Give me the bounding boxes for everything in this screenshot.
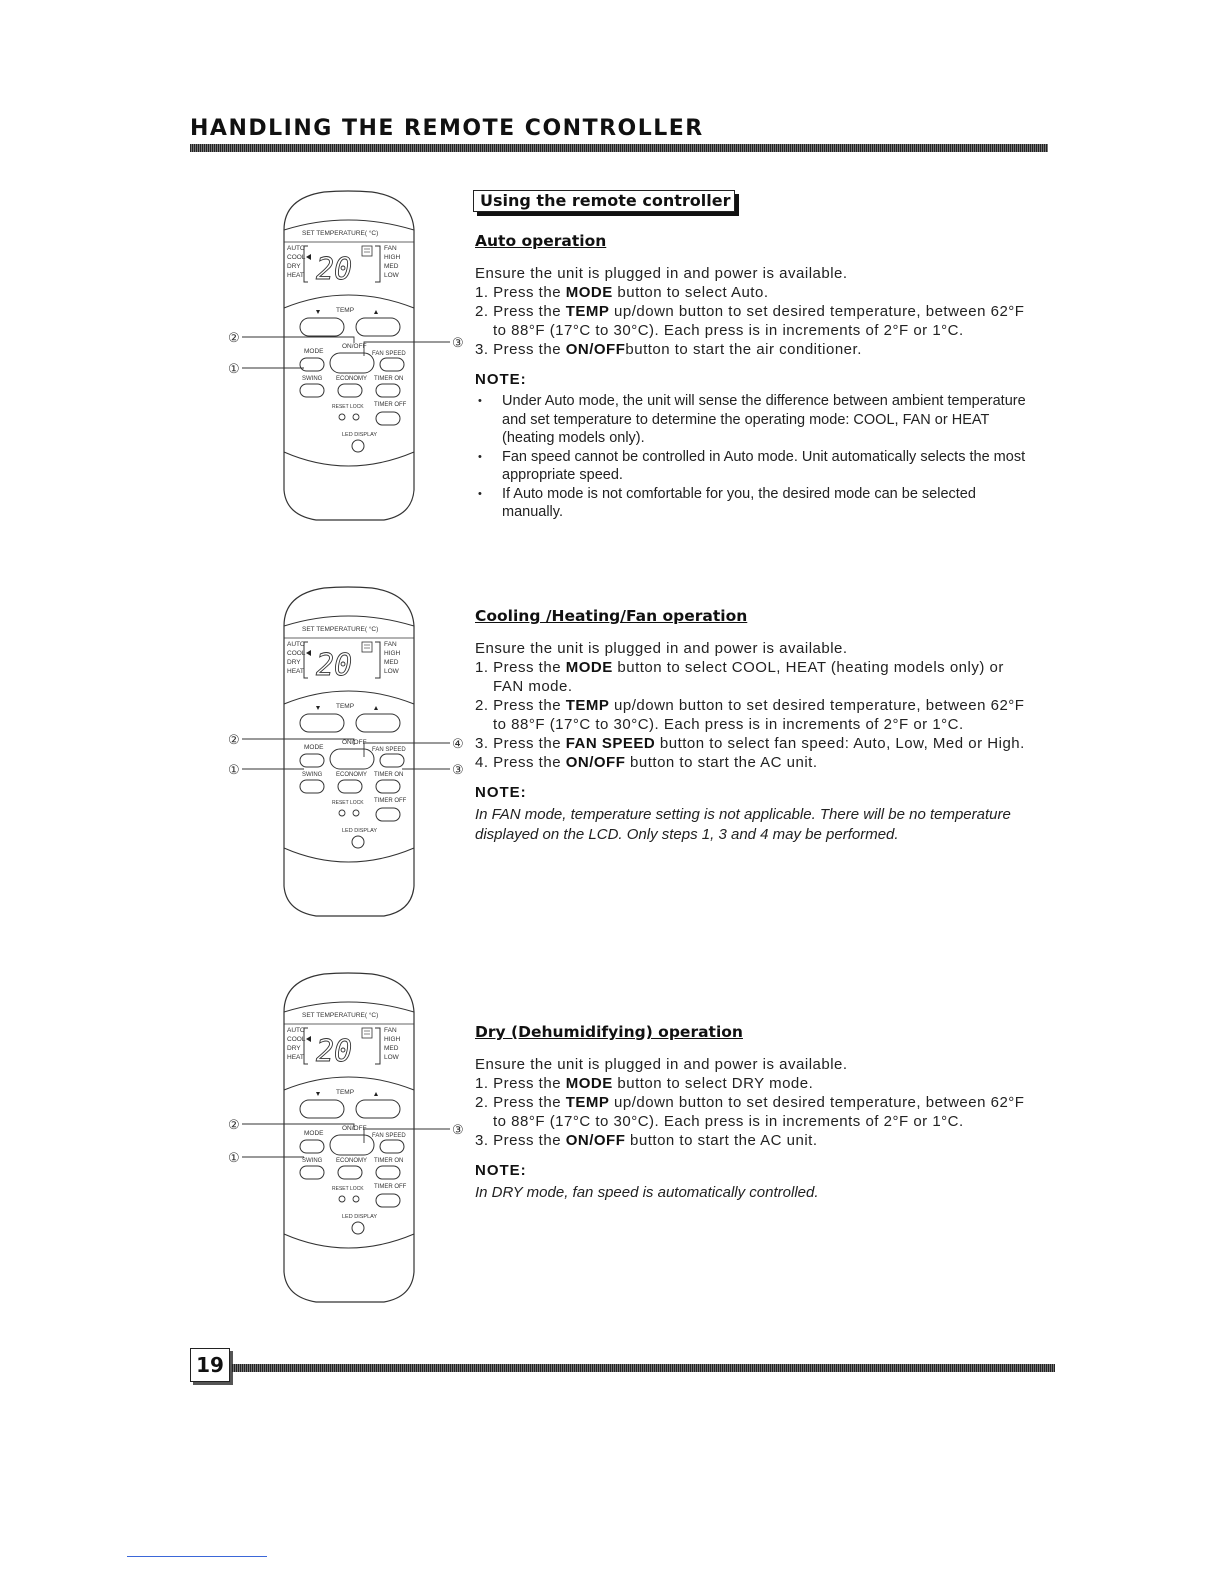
swing-button (300, 780, 324, 793)
timer-off-button (376, 808, 400, 821)
timer-on-label: TIMER ON (374, 1158, 404, 1164)
step-text: 3. Press the (475, 341, 566, 358)
temp-down-button (300, 318, 344, 336)
step-button-name: TEMP (565, 1094, 610, 1111)
mode-button (300, 754, 324, 767)
timer-on-button (376, 384, 400, 397)
fan-speed-label: FAN SPEED (372, 351, 406, 357)
mode-label: MODE (304, 744, 324, 751)
cooling-step (475, 753, 1035, 772)
step-text: 2. Press the (475, 697, 566, 714)
step-text: up/down button to set desired temperature, between 62°F to 88°F (17°C to 30°C). Each press is in increments of 2°F or 1°C. (493, 697, 1025, 733)
remote-illustration-cooling (224, 586, 468, 926)
callout-number: ① (228, 361, 240, 376)
step-button-name: ON/OFF (565, 754, 626, 771)
cooling-note-title: NOTE: (475, 784, 527, 801)
reset-button (339, 810, 345, 816)
page-header (190, 116, 1048, 152)
temp-label: TEMP (336, 703, 355, 710)
dry-step (475, 1131, 1035, 1150)
auto-operation-title: Auto operation (475, 232, 607, 250)
auto-intro: Ensure the unit is plugged in and power is available. (475, 265, 848, 282)
fan-med-label: MED (384, 1045, 399, 1052)
callout-number: ④ (452, 736, 464, 751)
auto-note-item: • Fan speed cannot be controlled in Auto mode. Unit automatically selects the most appropriate speed. (475, 448, 1035, 485)
mode-cool-label: COOL (287, 650, 306, 657)
fan-label: FAN (384, 1027, 397, 1034)
led-display-button (352, 836, 364, 848)
on-off-label: ON/OFF (342, 739, 367, 746)
fan-med-label: MED (384, 659, 399, 666)
step-text: button to start the AC unit. (625, 754, 818, 771)
fan-high-label: HIGH (384, 254, 401, 261)
step-button-name: MODE (565, 659, 613, 676)
remote-controller-illustration (224, 972, 468, 1312)
step-text: 2. Press the (475, 1094, 566, 1111)
step-text: 4. Press the (475, 754, 566, 771)
led-display-label: LED DISPLAY (342, 432, 378, 438)
callout-number: ① (228, 762, 240, 777)
remote-controller-illustration (224, 586, 468, 926)
mode-button (300, 1140, 324, 1153)
timer-off-label: TIMER OFF (374, 1184, 407, 1190)
step-button-name: ON/OFF (565, 1132, 626, 1149)
mode-dry-label: DRY (287, 659, 301, 666)
led-display-button (352, 440, 364, 452)
fan-low-label: LOW (384, 272, 399, 279)
step-text: up/down button to set desired temperature, between 62°F to 88°F (17°C to 30°C). Each press is in increments of 2°F or 1°C. (493, 1094, 1025, 1130)
timer-off-label: TIMER OFF (374, 798, 407, 804)
economy-label: ECONOMY (336, 1158, 368, 1164)
step-text: 2. Press the (475, 303, 566, 320)
swing-label: SWING (302, 772, 323, 778)
dry-operation-section (475, 1023, 1035, 1203)
cooling-step (475, 696, 1035, 734)
dry-note-text: In DRY mode, fan speed is automatically controlled. (475, 1184, 819, 1201)
swing-label: SWING (302, 376, 323, 382)
led-display-button (352, 1222, 364, 1234)
step-button-name: MODE (565, 284, 613, 301)
fan-speed-label: FAN SPEED (372, 1133, 406, 1139)
mode-heat-label: HEAT (287, 668, 304, 675)
led-display-label: LED DISPLAY (342, 828, 378, 834)
auto-notes-list (475, 392, 1035, 522)
auto-step (475, 302, 1035, 340)
temp-up-button (356, 318, 400, 336)
callout-number: ② (228, 330, 240, 345)
mode-cool-label: COOL (287, 254, 306, 261)
swing-button (300, 384, 324, 397)
mode-label: MODE (304, 348, 324, 355)
reset-lock-label: RESET LOCK (332, 800, 364, 806)
economy-button (338, 1166, 362, 1179)
timer-on-label: TIMER ON (374, 772, 404, 778)
economy-button (338, 780, 362, 793)
mode-auto-label: AUTO (287, 1027, 305, 1034)
lcd-temperature-readout: 20 (316, 252, 353, 287)
temp-label: TEMP (336, 1089, 355, 1096)
mode-dry-label: DRY (287, 263, 301, 270)
mode-heat-label: HEAT (287, 272, 304, 279)
set-temperature-label: SET TEMPERATURE( °C) (302, 626, 379, 633)
bottom-rule (127, 1556, 267, 1557)
mode-auto-label: AUTO (287, 245, 305, 252)
auto-operation-section (475, 190, 1035, 522)
led-display-label: LED DISPLAY (342, 1214, 378, 1220)
auto-step (475, 283, 1035, 302)
auto-note-item: • If Auto mode is not comfortable for you, the desired mode can be selected manually. (475, 485, 1035, 522)
step-text: 1. Press the (475, 659, 566, 676)
reset-lock-label: RESET LOCK (332, 1186, 364, 1192)
temp-up-button (356, 714, 400, 732)
step-button-name: ON/OFF (565, 341, 626, 358)
fan-speed-button (380, 754, 404, 767)
lock-button (353, 1196, 359, 1202)
dry-note-title: NOTE: (475, 1162, 527, 1179)
lcd-temperature-readout: 20 (316, 1034, 353, 1069)
swing-button (300, 1166, 324, 1179)
mode-cool-label: COOL (287, 1036, 306, 1043)
on-off-label: ON/OFF (342, 1125, 367, 1132)
step-button-name: TEMP (565, 697, 610, 714)
dry-steps-list (475, 1074, 1035, 1150)
on-off-button (330, 1135, 374, 1155)
step-text: button to select fan speed: Auto, Low, Med or High. (655, 735, 1025, 752)
timer-on-label: TIMER ON (374, 376, 404, 382)
timer-off-button (376, 1194, 400, 1207)
page-title: HANDLING THE REMOTE CONTROLLER (190, 116, 704, 141)
step-text: 1. Press the (475, 1075, 566, 1092)
fan-high-label: HIGH (384, 1036, 401, 1043)
fan-label: FAN (384, 641, 397, 648)
lock-button (353, 810, 359, 816)
step-button-name: FAN SPEED (565, 735, 656, 752)
fan-speed-label: FAN SPEED (372, 747, 406, 753)
callout-number: ③ (452, 335, 464, 350)
using-remote-box-title: Using the remote controller (473, 190, 735, 212)
fan-low-label: LOW (384, 668, 399, 675)
economy-label: ECONOMY (336, 376, 368, 382)
fan-label: FAN (384, 245, 397, 252)
step-button-name: TEMP (565, 303, 610, 320)
fan-speed-button (380, 1140, 404, 1153)
lock-button (353, 414, 359, 420)
temp-down-button (300, 1100, 344, 1118)
step-text: button to select Auto. (612, 284, 769, 301)
on-off-button (330, 353, 374, 373)
dry-step (475, 1074, 1035, 1093)
timer-off-button (376, 412, 400, 425)
economy-button (338, 384, 362, 397)
callout-number: ② (228, 1117, 240, 1132)
auto-step (475, 340, 1035, 359)
step-text: button to select COOL, HEAT (heating models only) or FAN mode. (493, 659, 1004, 695)
cooling-intro: Ensure the unit is plugged in and power is available. (475, 640, 848, 657)
set-temperature-label: SET TEMPERATURE( °C) (302, 230, 379, 237)
fan-med-label: MED (384, 263, 399, 270)
remote-controller-illustration (224, 190, 468, 530)
auto-note-title: NOTE: (475, 371, 527, 388)
set-temperature-label: SET TEMPERATURE( °C) (302, 1012, 379, 1019)
auto-note-item: • Under Auto mode, the unit will sense the difference between ambient temperature and set temperature to determine the operating mode: COOL, FAN or HEAT (heating models only). (475, 392, 1035, 448)
header-rule (190, 144, 1048, 152)
temp-down-button (300, 714, 344, 732)
fan-low-label: LOW (384, 1054, 399, 1061)
callout-number: ③ (452, 1122, 464, 1137)
step-text: 3. Press the (475, 735, 566, 752)
cooling-operation-section (475, 607, 1035, 844)
step-text: 1. Press the (475, 284, 566, 301)
timer-on-button (376, 1166, 400, 1179)
step-text: button to start the AC unit. (625, 1132, 818, 1149)
remote-illustration-dry (224, 972, 468, 1312)
callout-number: ① (228, 1150, 240, 1165)
reset-button (339, 1196, 345, 1202)
swing-label: SWING (302, 1158, 323, 1164)
page-number: 19 (190, 1348, 230, 1382)
step-text: 3. Press the (475, 1132, 566, 1149)
dry-intro: Ensure the unit is plugged in and power is available. (475, 1056, 848, 1073)
callout-number: ② (228, 732, 240, 747)
dry-step (475, 1093, 1035, 1131)
economy-label: ECONOMY (336, 772, 368, 778)
timer-off-label: TIMER OFF (374, 402, 407, 408)
cooling-operation-title: Cooling /Heating/Fan operation (475, 607, 748, 625)
dry-operation-title: Dry (Dehumidifying) operation (475, 1023, 743, 1041)
step-text: up/down button to set desired temperature, between 62°F to 88°F (17°C to 30°C). Each press is in increments of 2°F or 1°C. (493, 303, 1025, 339)
on-off-label: ON/OFF (342, 343, 367, 350)
fan-speed-button (380, 358, 404, 371)
cooling-step (475, 734, 1035, 753)
step-text: button to start the air conditioner. (625, 341, 862, 358)
step-text: button to select DRY mode. (612, 1075, 814, 1092)
mode-button (300, 358, 324, 371)
step-button-name: MODE (565, 1075, 613, 1092)
temp-up-button (356, 1100, 400, 1118)
page-footer (190, 1348, 1055, 1388)
on-off-button (330, 749, 374, 769)
reset-lock-label: RESET LOCK (332, 404, 364, 410)
callout-number: ③ (452, 762, 464, 777)
mode-auto-label: AUTO (287, 641, 305, 648)
mode-label: MODE (304, 1130, 324, 1137)
auto-steps-list (475, 283, 1035, 359)
timer-on-button (376, 780, 400, 793)
temp-label: TEMP (336, 307, 355, 314)
remote-illustration-auto (224, 190, 468, 530)
cooling-step (475, 658, 1035, 696)
lcd-temperature-readout: 20 (316, 648, 353, 683)
reset-button (339, 414, 345, 420)
cooling-steps-list (475, 658, 1035, 772)
mode-heat-label: HEAT (287, 1054, 304, 1061)
cooling-note-text: In FAN mode, temperature setting is not applicable. There will be no temperature displayed on the LCD. Only steps 1, 3 and 4 may be performed. (475, 806, 1011, 843)
fan-high-label: HIGH (384, 650, 401, 657)
mode-dry-label: DRY (287, 1045, 301, 1052)
footer-rule (232, 1364, 1055, 1372)
